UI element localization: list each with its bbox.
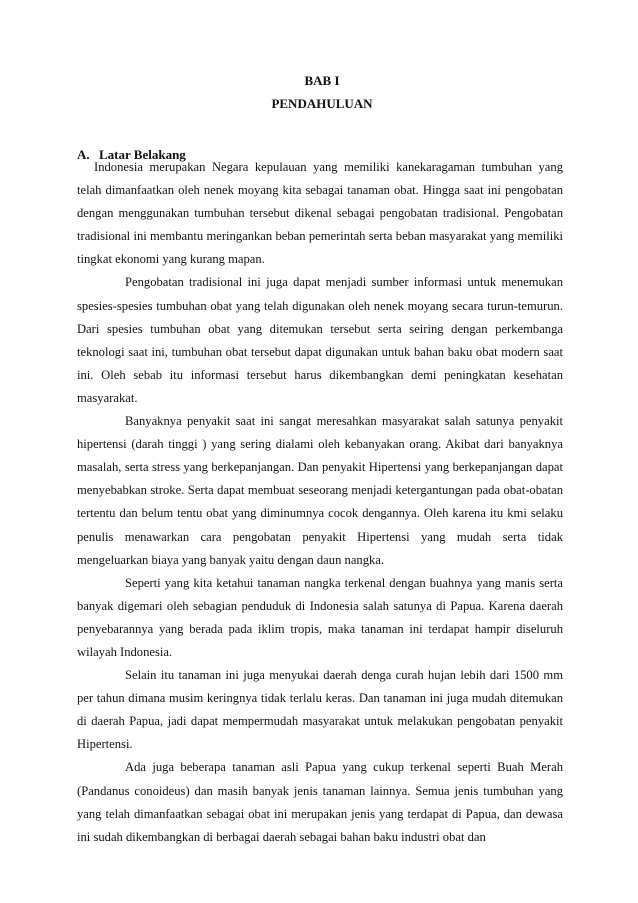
paragraph: Ada juga beberapa tanaman asli Papua yang cukup terkenal seperti Buah Merah (Pandanus conoideus) dan masih banyak jenis tanaman lainnya. Semua jenis tumbuhan yang yang telah dimanfaatkan sebagai obat ini merupakan jenis yang terdapat di Papua, dan dewasa ini sudah dikembangkan di berbagai daerah sebagai bahan baku industri obat dan bbox=[77, 760, 563, 844]
paragraph: Banyaknya penyakit saat ini sangat meresahkan masyarakat salah satunya penyakit hipertensi (darah tinggi ) yang sering dialami oleh kebanyakan orang. Akibat dari banyaknya masalah, serta stress yang berkepanjangan. Dan penyakit Hipertensi yang berkepanjangan dapat menyebabkan stroke. Serta dapat membuat seseorang menjadi ketergantungan pada obat-obatan tertentu dan belum tentu obat yang diminumnya cocok dengannya. Oleh karena itu kmi selaku penulis menawarkan cara pengobatan penyakit Hipertensi yang mudah serta tidak mengeluarkan biaya yang banyak yaitu dengan daun nangka. bbox=[77, 414, 563, 567]
section-title: Latar Belakang bbox=[99, 147, 186, 162]
paragraph: Indonesia merupakan Negara kepulauan yang memiliki kanekaragaman tumbuhan yang telah dimanfaatkan oleh nenek moyang kita sebagai tanaman obat. Hingga saat ini pengobatan dengan menggunakan tumbuhan tersebut dikenal sebagai pengobatan tradisional. Pengobatan tradisional ini membantu meringankan beban pemerintah serta beban masyarakat yang memiliki tingkat ekonomi yang kurang mapan. bbox=[77, 160, 563, 267]
chapter-title: PENDAHULUAN bbox=[271, 96, 373, 111]
chapter-label: BAB I bbox=[304, 73, 340, 88]
paragraph: Selain itu tanaman ini juga menyukai daerah denga curah hujan lebih dari 1500 mm per tahun dimana musim keringnya tidak terlalu keras. Dan tanaman ini juga mudah ditemukan di daerah Papua, jadi dapat mempermudah masyarakat untuk melakukan pengobatan penyakit Hipertensi. bbox=[77, 668, 563, 752]
section-number: A. bbox=[77, 147, 90, 162]
body-text bbox=[77, 156, 563, 849]
paragraph: Seperti yang kita ketahui tanaman nangka terkenal dengan buahnya yang manis serta banyak digemari oleh sebagian penduduk di Indonesia salah satunya di Papua. Karena daerah penyebarannya yang berada pada iklim tropis, maka tanaman ini terdapat hampir diseluruh wilayah Indonesia. bbox=[77, 575, 563, 659]
paragraph: Pengobatan tradisional ini juga dapat menjadi sumber informasi untuk menemukan spesies-spesies tumbuhan obat yang telah digunakan oleh nenek moyang secara turun-temurun. Dari spesies tumbuhan obat yang ditemukan tersebut serta seiring dengan perkembanga teknologi saat ini, tumbuhan obat tersebut dapat digunakan untuk bahan baku obat modern saat ini. Oleh sebab itu informasi tersebut harus dikembangkan demi peningkatan kesehatan masyarakat. bbox=[77, 275, 563, 405]
